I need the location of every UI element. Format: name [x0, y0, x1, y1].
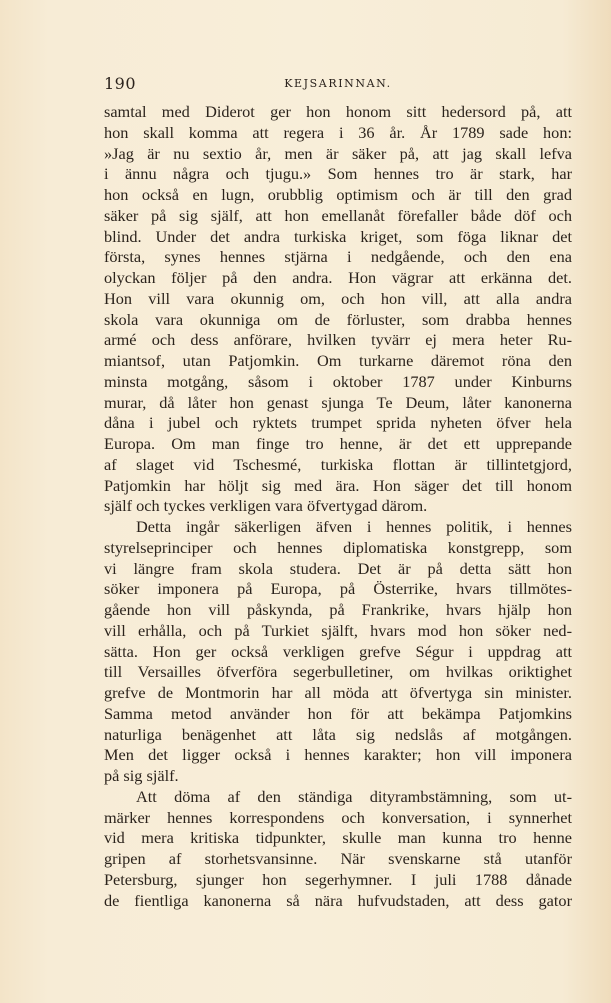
text-line: samtal med Diderot ger hon honom sitt hedersord på, att: [104, 102, 572, 121]
text-line: vid mera kritiska tidpunkter, skulle man kunna tro henne: [104, 828, 572, 848]
text-line: minsta motgång, såsom i oktober 1787 under Kinburns: [104, 371, 572, 391]
text-line: gripen af storhetsvansinne. När svenskarne stå utanför: [104, 849, 572, 868]
text-line: själf och tyckes verkligen vara öfvertygad därom.: [104, 496, 428, 516]
text-line: Hon vill vara okunnig om, och hon vill, att alla andra: [104, 288, 572, 308]
text-line: säker på sig själf, att hon emellanåt förefaller både döf och: [104, 205, 572, 225]
running-title: KEJSARINNAN.: [284, 77, 392, 90]
text-line: hon också en lugn, orubblig optimism och är till den grad: [104, 185, 572, 204]
text-line: armé och dess anförare, hvilken tyvärr ej mera heter Ru-: [104, 330, 572, 350]
text-line: dåna i jubel och ryktets trumpet sprida nyheten öfver hela: [104, 413, 572, 433]
text-line: »Jag är nu sextio år, men är säker på, att jag skall lefva: [104, 143, 572, 163]
text-line: gående hon vill påskynda, på Frankrike, hvars hjälp hon: [104, 600, 572, 619]
text-line: Petersburg, sjunger hon segerhymner. I juli 1788 dånade: [104, 869, 572, 889]
text-line: af slaget vid Tschesmé, turkiska flottan är tillintetgjord,: [104, 454, 572, 474]
text-line: vi längre fram skola studera. Det är på detta sätt hon: [104, 558, 572, 578]
text-line: murar, då låter hon genast sjunga Te Deum, låter kanonerna: [104, 392, 572, 412]
text-line: Europa. Om man finge tro henne, är det ett upprepande: [104, 434, 572, 453]
text-line: sätta. Hon ger också verkligen grefve Ségur i uppdrag att: [104, 641, 572, 661]
text-line: naturliga benägenhet att låta sig nedslås af motgången.: [104, 724, 572, 744]
page-number: 190: [104, 74, 137, 93]
text-line: Patjomkin har höljt sig med ära. Hon säger det till honom: [104, 475, 572, 495]
text-line: vill erhålla, och på Turkiet själft, hvars mod hon söker ned-: [104, 620, 572, 640]
text-line: olyckan följer på den andra. Hon vägrar att erkänna det.: [104, 268, 572, 287]
text-line: skola vara okunniga om de förluster, som drabba hennes: [104, 309, 572, 329]
text-line: Men det ligger också i hennes karakter; hon vill imponera: [104, 745, 572, 765]
text-line: på sig själf.: [104, 766, 179, 785]
text-line: grefve de Montmorin har all möda att öfvertyga sin minister.: [104, 683, 572, 702]
text-line: i ännu några och tjugu.» Som hennes tro är stark, har: [104, 164, 572, 184]
text-line: miantsof, utan Patjomkin. Om turkarne däremot röna den: [104, 351, 572, 370]
text-line: Detta ingår säkerligen äfven i hennes politik, i hennes: [136, 517, 572, 536]
text-line: märker hennes korrespondens och konversation, i synnerhet: [104, 807, 572, 827]
text-line: de fientliga kanonerna så nära hufvudstaden, att dess gator: [104, 890, 572, 910]
text-line: styrelseprinciper och hennes diplomatiska konstgrepp, som: [104, 537, 572, 557]
running-head: [104, 74, 572, 96]
text-line: till Versailles öfverföra segerbulletiner, om hvilkas oriktighet: [104, 662, 572, 682]
text-line: blind. Under det andra turkiska kriget, som föga liknar det: [104, 226, 572, 246]
text-line: Att döma af den ständiga dityrambstämning, som ut-: [136, 786, 572, 806]
text-line: första, synes hennes stjärna i nedgående, och den ena: [104, 247, 572, 267]
text-line: Samma metod använder hon för att bekämpa Patjomkins: [104, 703, 572, 723]
body-text: [104, 102, 572, 911]
text-line: söker imponera på Europa, på Österrike, hvars tillmötes-: [104, 579, 572, 599]
text-line: hon skall komma att regera i 36 år. År 1789 sade hon:: [104, 122, 572, 142]
